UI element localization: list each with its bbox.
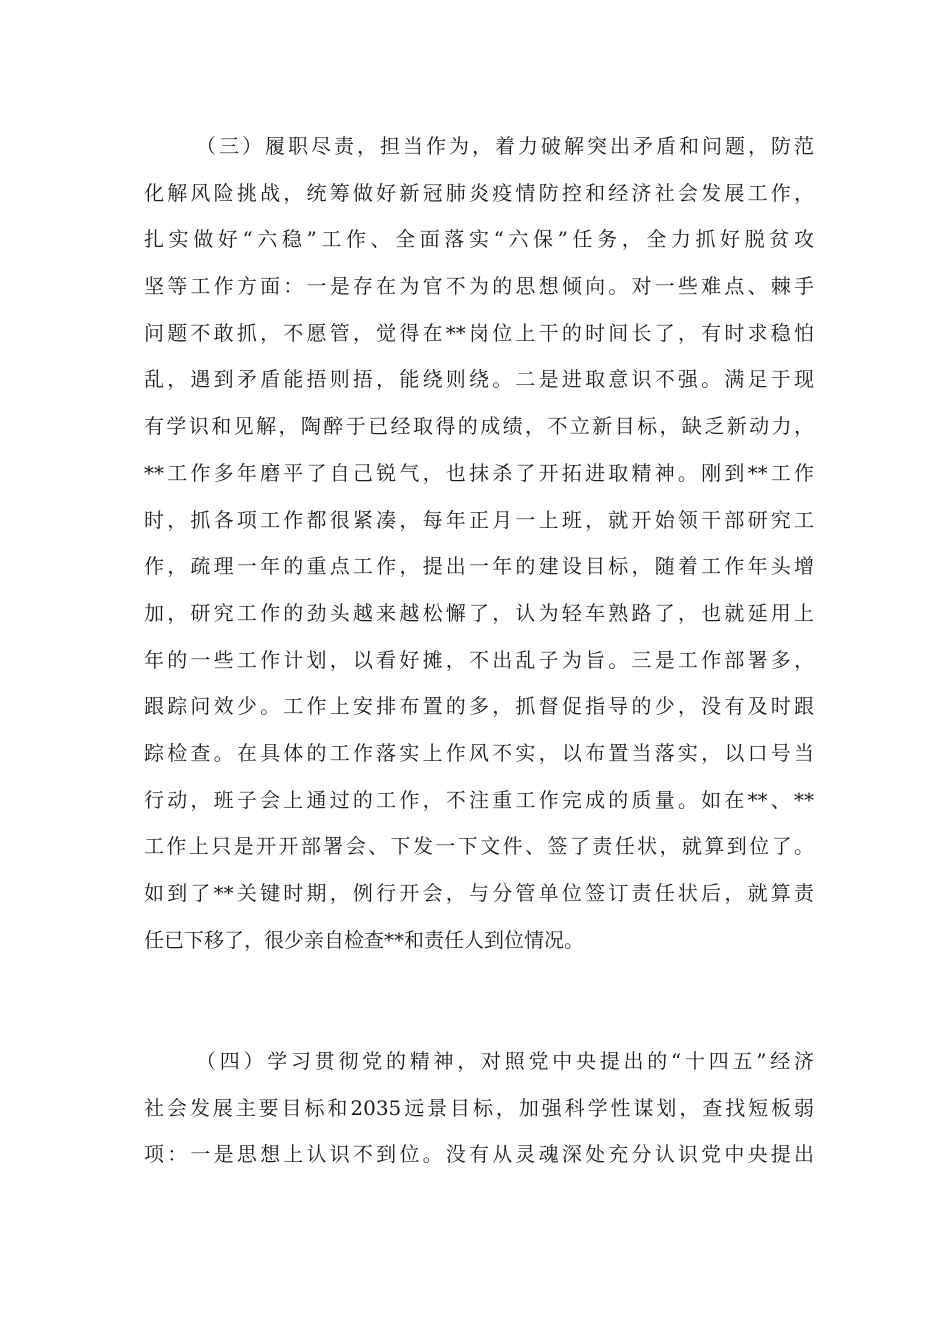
text-line: 年的一些工作计划，以看好摊，不出乱子为旨。三是工作部署多，	[144, 647, 814, 672]
text-line: 扎实做好“六稳”工作、全面落实“六保”任务，全力抓好脱贫攻	[144, 227, 814, 252]
text-line: 行动，班子会上通过的工作，不注重工作完成的质量。如在**、**	[144, 787, 814, 812]
text-line: 跟踪问效少。工作上安排布置的多，抓督促指导的少，没有及时跟	[144, 694, 814, 719]
text-line: 时，抓各项工作都很紧凑，每年正月一上班，就开始领干部研究工	[144, 507, 814, 532]
text-line: 踪检查。在具体的工作落实上作风不实，以布置当落实，以口号当	[144, 740, 814, 765]
text-line: 作，疏理一年的重点工作，提出一年的建设目标，随着工作年头增	[144, 554, 814, 579]
text-line: 工作上只是开开部署会、下发一下文件、签了责任状，就算到位了。	[144, 834, 814, 859]
text-line: 项：一是思想上认识不到位。没有从灵魂深处充分认识党中央提出	[144, 1142, 814, 1167]
text-line: 问题不敢抓，不愿管，觉得在**岗位上干的时间长了，有时求稳怕	[144, 320, 814, 345]
text-line: 化解风险挑战，统筹做好新冠肺炎疫情防控和经济社会发展工作，	[144, 180, 814, 205]
text-line: （四）学习贯彻党的精神，对照党中央提出的“十四五”经济	[196, 1049, 814, 1073]
text-line: 如到了**关键时期，例行开会，与分管单位签订责任状后，就算责	[144, 881, 814, 905]
text-line: 有学识和见解，陶醉于已经取得的成绩，不立新目标，缺乏新动力，	[144, 414, 814, 439]
text-line: 加，研究工作的劲头越来越松懈了，认为轻车熟路了，也就延用上	[144, 600, 814, 625]
text-line: 坚等工作方面：一是存在为官不为的思想倾向。对一些难点、棘手	[144, 274, 814, 299]
text-line: **工作多年磨平了自己锐气，也抹杀了开拓进取精神。刚到**工作	[144, 460, 814, 485]
text-line: （三）履职尽责，担当作为，着力破解突出矛盾和问题，防范	[196, 134, 814, 158]
text-line: 任已下移了，很少亲自检查**和责任人到位情况。	[144, 927, 584, 952]
paragraph-section-4	[144, 1038, 814, 1178]
text-line: 社会发展主要目标和2035远景目标，加强科学性谋划，查找短板弱	[144, 1095, 814, 1120]
paragraph-section-3	[144, 123, 814, 963]
text-line: 乱，遇到矛盾能捂则捂，能绕则绕。二是进取意识不强。满足于现	[144, 367, 814, 392]
